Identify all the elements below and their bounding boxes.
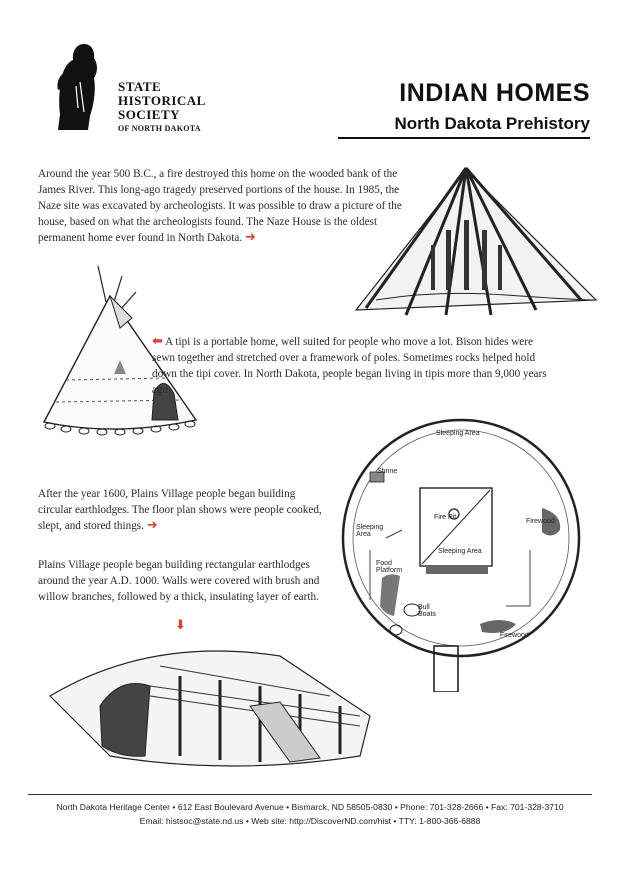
- label-sleeping-area-left: Sleeping Area: [356, 524, 384, 538]
- label-sleeping-area-center: Sleeping Area: [438, 548, 482, 555]
- label-bull-boats: Bull Boats: [418, 604, 436, 618]
- title-divider: [338, 137, 590, 139]
- label-fire-pit: Fire Pit: [434, 514, 457, 521]
- label-sleeping-area-top: Sleeping Area: [436, 430, 480, 437]
- naze-house-illustration: [346, 150, 601, 320]
- society-name-line-3: SOCIETY: [118, 107, 181, 122]
- society-name-line-1: STATE: [118, 79, 162, 94]
- rectangular-earthlodge-text: Plains Village people began building rectangular earthlodges around the year A.D. 1000. Walls were covered with brush and willow branches, followed by a thick, insulating layer of earth.: [38, 559, 320, 603]
- label-shrine: Shrine: [377, 468, 398, 475]
- naze-house-text: Around the year 500 B.C., a fire destroyed this home on the wooded bank of the James River. This long-ago tragedy preserved portions of the house. In 1985, the Naze site was excavated by archeologists. It was possible to draw a picture of the house, based on what the archeologists found. The Naze House is the oldest permanent home ever found in North Dakota.: [38, 168, 402, 244]
- society-logo-figure: [54, 42, 114, 132]
- label-firewood-bottom: Firewood: [500, 632, 529, 639]
- footer-contact: Email: histsoc@state.nd.us • Web site: http://DiscoverND.com/hist • TTY: 1-800-366-6888: [139, 816, 481, 826]
- society-name-line-2: HISTORICAL: [118, 93, 206, 108]
- arrow-right-icon: ➜: [146, 518, 158, 533]
- rectangular-earthlodge-paragraph: [38, 557, 328, 605]
- society-name-line-4: OF NORTH DAKOTA: [118, 124, 201, 133]
- footer-address: North Dakota Heritage Center • 612 East Boulevard Avenue • Bismarck, ND 58505-0830 • Phone: 701-328-2666 • Fax: 701-328-3710: [56, 802, 564, 812]
- society-name: [118, 80, 206, 136]
- arrow-right-icon: ➜: [244, 230, 256, 245]
- circular-earthlodge-paragraph: [38, 486, 328, 534]
- arrow-down-icon: ⬇: [175, 618, 186, 633]
- arrow-left-icon: ⬅: [152, 334, 163, 349]
- tipi-text: A tipi is a portable home, well suited for people who move a lot. Bison hides were sewn together and stretched over a framework of poles. Sometimes rocks helped hold down the tipi cover. In North Dakota, people began living in tipis more than 9,000 years ago.: [152, 336, 547, 396]
- tipi-paragraph: [152, 334, 550, 398]
- rectangular-earthlodge-illustration: [30, 636, 382, 776]
- label-food-platform: Food Platform: [376, 560, 403, 574]
- page-title: INDIAN HOMES: [399, 79, 590, 107]
- label-firewood-right: Firewood: [526, 518, 555, 525]
- circular-earthlodge-text: After the year 1600, Plains Village people began building circular earthlodges. The floor plan shows were people cooked, slept, and stored things.: [38, 488, 322, 532]
- footer-divider: [28, 794, 592, 795]
- page-subtitle: North Dakota Prehistory: [394, 114, 590, 133]
